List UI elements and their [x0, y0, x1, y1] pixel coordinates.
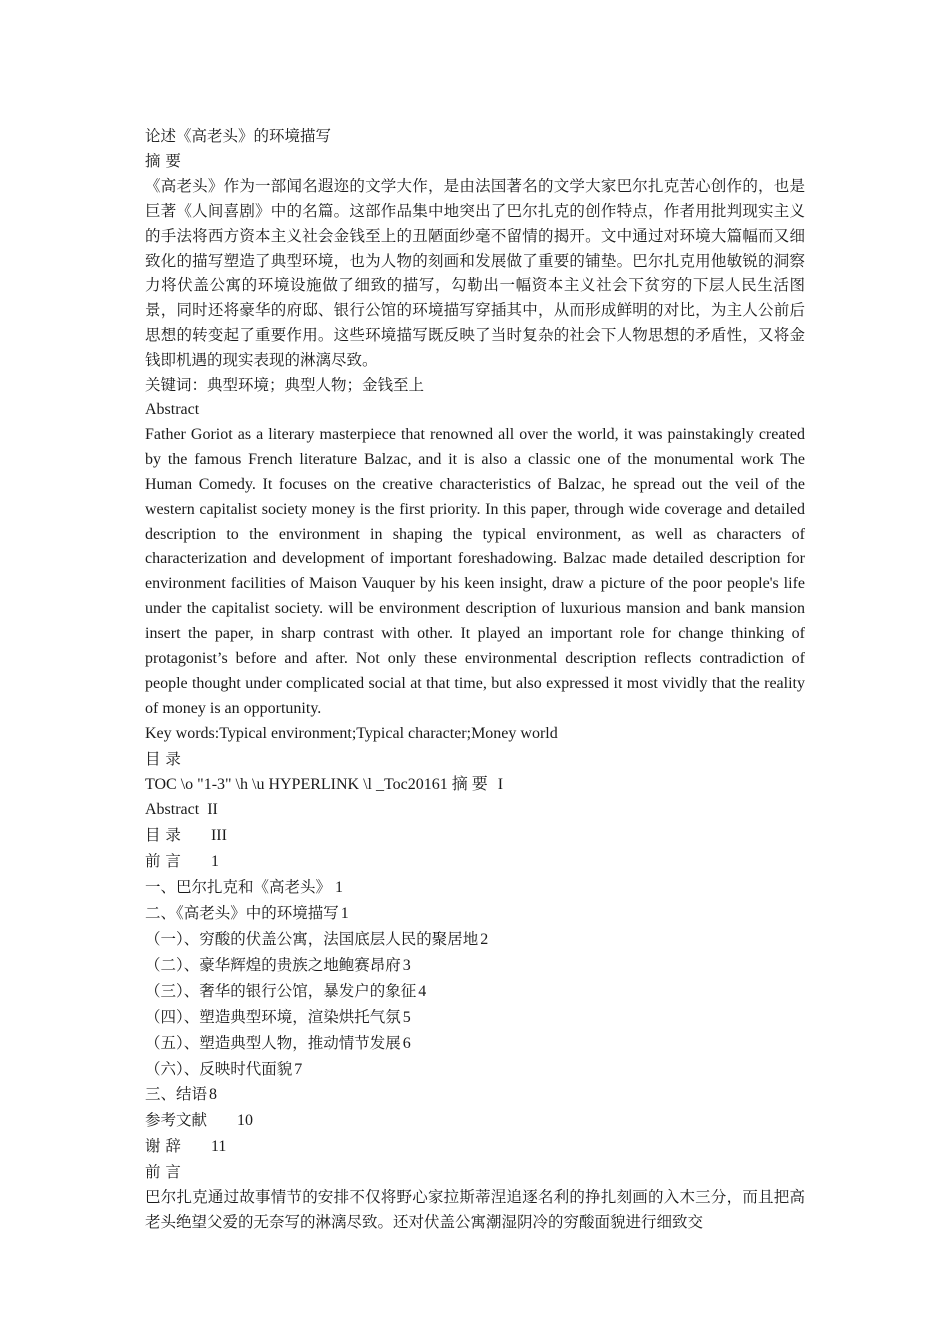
- toc-entry-page: 1: [340, 905, 349, 923]
- toc-entry-page: II: [207, 801, 218, 819]
- toc-entry-page: 6: [402, 1034, 411, 1052]
- toc-entry-chapter-3[interactable]: [145, 1082, 805, 1108]
- toc-entry-acknowledgements[interactable]: [145, 1134, 805, 1160]
- document-title: 论述《高老头》的环境描写: [145, 127, 332, 145]
- toc-entry-section-3[interactable]: [145, 979, 805, 1005]
- toc-entry-label: Abstract: [145, 801, 200, 819]
- toc-entry-label: （六）、反映时代面貌: [145, 1059, 293, 1078]
- toc-entry-label: 谢 辞: [145, 1137, 181, 1156]
- toc-entry-label: 目 录: [145, 826, 181, 845]
- preface-heading: 前 言: [145, 1163, 181, 1182]
- toc-heading: 目 录: [145, 749, 181, 768]
- toc-entry-page: 3: [402, 956, 411, 974]
- toc-entry-label: （一）、穷酸的伏盖公寓，法国底层人民的聚居地: [145, 930, 479, 948]
- toc-field-page: I: [497, 775, 504, 793]
- toc-entry-section-2[interactable]: [145, 953, 805, 979]
- toc-entry-section-1[interactable]: [145, 927, 805, 953]
- toc-entry-label: （五）、塑造典型人物，推动情节发展: [145, 1033, 401, 1052]
- preface-body: 巴尔扎克通过故事情节的安排不仅将野心家拉斯蒂涅追逐名利的挣扎刻画的入木三分，而且把高老头绝望父爱的无奈写的淋漓尽致。还对伏盖公寓潮湿阴冷的穷酸面貌进行细致交: [145, 1188, 805, 1231]
- keywords-cn: 关键词：典型环境；典型人物；金钱至上: [145, 376, 425, 395]
- toc-entry-preface[interactable]: [145, 849, 805, 875]
- toc-entry-section-4[interactable]: [145, 1005, 805, 1031]
- toc-entry-label: 一、巴尔扎克和《高老头》: [145, 878, 332, 897]
- toc-entry-section-6[interactable]: [145, 1057, 805, 1083]
- toc-entry-label: 二、《高老头》中的环境描写: [145, 904, 339, 923]
- toc-entry-page: 10: [237, 1112, 254, 1130]
- toc-field-code: TOC \o "1-3" \h \u HYPERLINK \l _Toc20161 摘 要: [145, 775, 488, 793]
- toc-entry-page: 4: [418, 982, 427, 1000]
- toc-entry-page: 7: [294, 1060, 303, 1078]
- toc-entry-label: 三、结语: [145, 1085, 208, 1104]
- toc-entry-section-5[interactable]: [145, 1031, 805, 1057]
- toc-entry-page: 5: [402, 1008, 411, 1026]
- document-page: [145, 124, 805, 1235]
- toc-entry-label: （二）、豪华辉煌的贵族之地鲍赛昂府: [145, 955, 401, 974]
- toc-entry-page: 1: [210, 853, 219, 871]
- toc-entry-chapter-1[interactable]: [145, 875, 805, 901]
- toc-entry-label: （三）、奢华的银行公馆，暴发户的象征: [145, 981, 417, 1000]
- toc-entry-references[interactable]: [145, 1108, 805, 1134]
- toc-entry-contents[interactable]: [145, 823, 805, 849]
- toc-entry-chapter-2[interactable]: [145, 901, 805, 927]
- abstract-en-heading: Abstract: [145, 400, 200, 418]
- toc-field-code-line: [145, 772, 805, 798]
- keywords-en: Key words:Typical environment;Typical character;Money world: [145, 724, 558, 742]
- toc-entry-page: 2: [480, 931, 489, 948]
- toc-entry-label: 参考文献: [145, 1111, 208, 1130]
- toc-entry-label: 前 言: [145, 852, 181, 871]
- abstract-cn-heading: 摘 要: [145, 151, 181, 170]
- toc-entry-abstract[interactable]: [145, 797, 805, 823]
- toc-entry-label: （四）、塑造典型环境，渲染烘托气氛: [145, 1007, 401, 1026]
- toc-entry-page: 1: [335, 879, 344, 897]
- abstract-cn-body: 《高老头》作为一部闻名遐迩的文学大作，是由法国著名的文学大家巴尔扎克苦心创作的，也是巨著《人间喜剧》中的名篇。这部作品集中地突出了巴尔扎克的创作特点，作者用批判现实主义的手法将西方资本主义社会金钱至上的丑陋面纱毫不留情的揭开。文中通过对环境大篇幅而又细致化的描写塑造了典型环境，也为人物的刻画和发展做了重要的铺垫。巴尔扎克用他敏锐的洞察力将伏盖公寓的环境设施做了细致的描写，勾勒出一幅资本主义社会下贫穷的下层人民生活图景，同时还将豪华的府邸、银行公馆的环境描写穿插其中，从而形成鲜明的对比，为主人公前后思想的转变起了重要作用。这些环境描写既反映了当时复杂的社会下人物思想的矛盾性，又将金钱即机遇的现实表现的淋漓尽致。: [145, 176, 805, 370]
- toc-entry-page: 8: [209, 1086, 218, 1104]
- abstract-en-body: Father Goriot as a literary masterpiece that renowned all over the world, it was painstakingly created by the famous French literature Balzac, and it is also a classic one of the monumental work The Human Comedy. It focuses on the creative characteristics of Balzac, he spread out the veil of the western capitalist society money is the first priority. In this paper, through wide coverage and detailed description to the environment in shaping the typical environment, as well as characters of characterization and development of important foreshadowing. Balzac made detailed description for environment facilities of Maison Vauquer by his keen insight, draw a picture of the poor people's life under the capitalist society. will be environment description of luxurious mansion and bank mansion insert the paper, in sharp contrast with other. It played an important role for change thinking of protagonist’s before and after. Not only these environmental description reflects contradiction of people thought under complicated social at that time, but also expressed it most vividly that the reality of money is an opportunity.: [145, 425, 805, 717]
- toc-entry-page: 11: [210, 1138, 227, 1156]
- toc-entry-page: III: [210, 827, 227, 845]
